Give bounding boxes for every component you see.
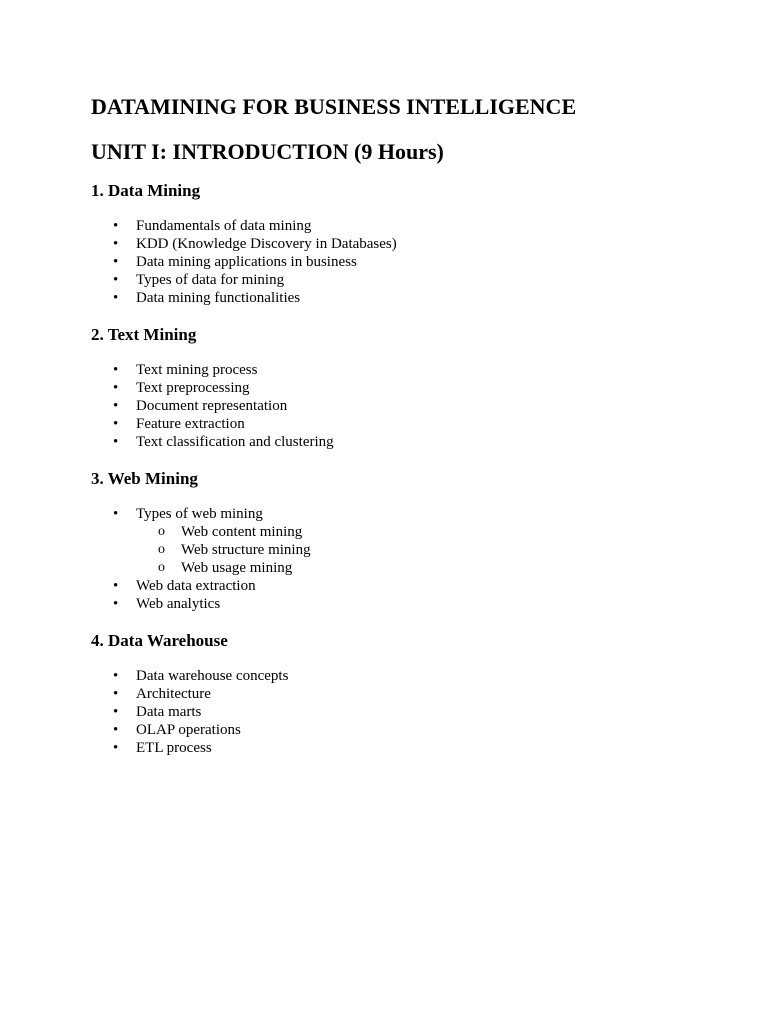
bullet-list: [91, 361, 731, 451]
list-item: [91, 433, 731, 451]
section-heading: 1. Data Mining: [91, 181, 201, 200]
document-title: DATAMINING FOR BUSINESS INTELLIGENCE: [91, 94, 577, 119]
bullet-icon: •: [113, 290, 119, 306]
list-item: [91, 379, 731, 397]
sub-list-item-text: Web usage mining: [181, 560, 293, 576]
list-item-text: Types of web mining: [136, 506, 263, 522]
bullet-icon: •: [113, 272, 119, 288]
list-item-text: ETL process: [136, 740, 212, 756]
list-item: [91, 595, 731, 613]
bullet-icon: •: [113, 722, 119, 738]
bullet-list: [91, 505, 731, 613]
list-item: [91, 235, 731, 253]
document-page: [91, 93, 731, 757]
bullet-icon: •: [113, 578, 119, 594]
list-item-text: Feature extraction: [136, 416, 245, 432]
section-heading: 4. Data Warehouse: [91, 631, 228, 650]
bullet-icon: •: [113, 668, 119, 684]
list-item-text: Types of data for mining: [136, 272, 285, 288]
list-item-text: KDD (Knowledge Discovery in Databases): [136, 236, 397, 252]
sub-list-item-text: Web structure mining: [181, 542, 311, 558]
circle-bullet-icon: o: [158, 542, 165, 557]
list-item-text: Document representation: [136, 398, 288, 414]
list-item: [91, 739, 731, 757]
list-item: [91, 415, 731, 433]
bullet-icon: •: [113, 362, 119, 378]
bullet-icon: •: [113, 380, 119, 396]
list-item: [91, 721, 731, 739]
bullet-icon: •: [113, 596, 119, 612]
list-item-text: Fundamentals of data mining: [136, 218, 312, 234]
list-item-text: Architecture: [136, 686, 211, 702]
bullet-icon: •: [113, 506, 119, 522]
list-item: [91, 271, 731, 289]
list-item: [91, 703, 731, 721]
bullet-icon: •: [113, 434, 119, 450]
list-item-text: Data mining applications in business: [136, 254, 357, 270]
bullet-icon: •: [113, 686, 119, 702]
circle-bullet-icon: o: [158, 560, 165, 575]
sub-list-item: [136, 523, 731, 541]
section-heading: 3. Web Mining: [91, 469, 198, 488]
bullet-icon: •: [113, 416, 119, 432]
sub-list-item: [136, 541, 731, 559]
list-item: [91, 667, 731, 685]
bullet-icon: •: [113, 254, 119, 270]
bullet-icon: •: [113, 236, 119, 252]
list-item: [91, 577, 731, 595]
section-web-mining: [91, 468, 731, 613]
list-item-text: Data warehouse concepts: [136, 668, 289, 684]
section-text-mining: [91, 324, 731, 451]
bullet-list: [91, 217, 731, 307]
list-item: [91, 289, 731, 307]
section-heading: 2. Text Mining: [91, 325, 197, 344]
list-item-text: OLAP operations: [136, 722, 241, 738]
list-item-text: Text mining process: [136, 362, 258, 378]
list-item: [91, 685, 731, 703]
bullet-icon: •: [113, 218, 119, 234]
bullet-icon: •: [113, 398, 119, 414]
unit-title: UNIT I: INTRODUCTION (9 Hours): [91, 139, 444, 164]
sub-list-item-text: Web content mining: [181, 524, 303, 540]
list-item: [91, 361, 731, 379]
bullet-list: [91, 667, 731, 757]
section-data-warehouse: [91, 630, 731, 757]
list-item-text: Web data extraction: [136, 578, 256, 594]
circle-bullet-icon: o: [158, 524, 165, 539]
section-data-mining: [91, 180, 731, 307]
list-item: [91, 505, 731, 577]
list-item: [91, 217, 731, 235]
bullet-icon: •: [113, 704, 119, 720]
bullet-icon: •: [113, 740, 119, 756]
list-item-text: Data mining functionalities: [136, 290, 301, 306]
sub-bullet-list: [136, 523, 731, 577]
list-item-text: Web analytics: [136, 596, 221, 612]
list-item: [91, 253, 731, 271]
sub-list-item: [136, 559, 731, 577]
list-item-text: Text preprocessing: [136, 380, 250, 396]
list-item: [91, 397, 731, 415]
list-item-text: Data marts: [136, 704, 202, 720]
list-item-text: Text classification and clustering: [136, 434, 334, 450]
